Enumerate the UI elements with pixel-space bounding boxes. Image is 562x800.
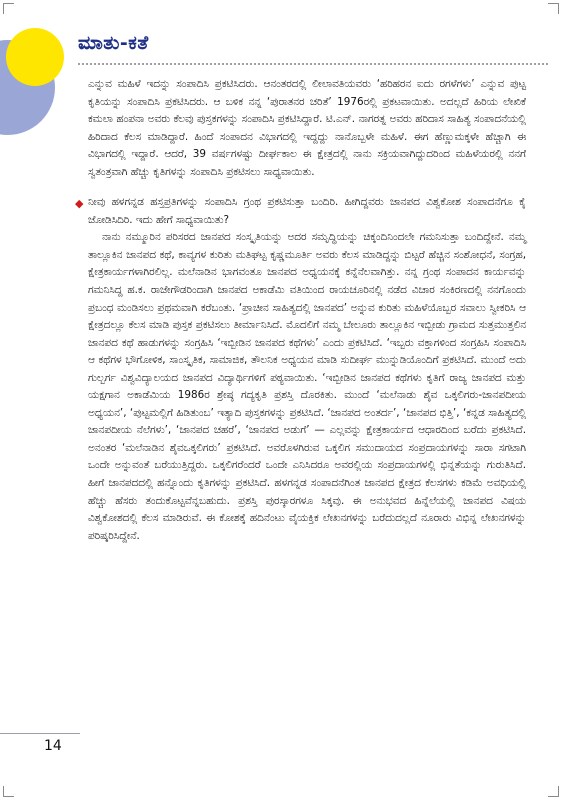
diamond-bullet-icon: ◆: [75, 197, 84, 211]
question-text: ನೀವು ಹಳಗನ್ನಡ ಹಸ್ತಪ್ರತಿಗಳನ್ನು ಸಂಪಾದಿಸಿ ಗ್ರಂಥ ಪ್ರಕಟಿಸುತ್ತಾ ಬಂದಿರಿ. ಹೀಗಿದ್ದವರು ಜಾನಪದ ವಿಶ್ವಕೋಶ ಸಂಪಾದನೆಗೂ ಕೈ ಜೋಡಿಸಿದಿರಿ. ಇದು ಹೇಗೆ ಸಾಧ್ಯವಾಯಿತು?: [88, 196, 526, 226]
intro-paragraph: ಎನ್ನುವ ಮಹಿಳೆ ಇದನ್ನು ಸಂಪಾದಿಸಿ ಪ್ರಕಟಿಸಿದರು. ಆನಂತರದಲ್ಲಿ ಲೀಲಾವತಿಯವರು ‘ಹರಿಹರನ ಐದು ರಗಳೆಗಳು’ ಎನ್ನುವ ಪುಟ್ಟ ಕೃತಿಯನ್ನು ಸಂಪಾದಿಸಿ ಪ್ರಕಟಿಸಿದರು. ಆ ಬಳಿಕ ನನ್ನ ‘ಪುರಾತನರ ಚರಿತೆ’ 1976ರಲ್ಲಿ ಪ್ರಕಟವಾಯಿತು. ಅದಲ್ಲದೆ ಹಿರಿಯ ಲೇಖಿಕೆ ಕಮಲಾ ಹಂಪನಾ ಅವರು ಕೆಲವು ಪುಸ್ತಕಗಳನ್ನು ಸಂಪಾದಿಸಿ ಪ್ರಕಟಿಸಿದ್ದಾರೆ. ಟಿ.ಎನ್. ನಾಗರತ್ನ ಅವರು ಹರಿದಾಸ ಸಾಹಿತ್ಯ ಸಂಪಾದನೆಯಲ್ಲಿ ಹಿರಿದಾದ ಕೆಲಸ ಮಾಡಿದ್ದಾರೆ. ಹಿಂದೆ ಸಂಪಾದನ ವಿಭಾಗದಲ್ಲಿ ಇದ್ದದ್ದು ನಾನೊಬ್ಬಳೇ ಮಹಿಳೆ. ಈಗ ಹೆಣ್ಣುಮಕ್ಕಳೇ ಹೆಚ್ಚಾಗಿ ಈ ವಿಭಾಗದಲ್ಲಿ ಇದ್ದಾರೆ. ಆದರೆ, 39 ವರ್ಷಗಳಷ್ಟು ದೀರ್ಘಕಾಲ ಈ ಕ್ಷೇತ್ರದಲ್ಲಿ ನಾನು ಸಕ್ರಿಯವಾಗಿದ್ದುದರಿಂದ ಮಹಿಳೆಯರಲ್ಲಿ ನನಗೆ ಸ್ವತಂತ್ರವಾಗಿ ಹೆಚ್ಚು ಕೃತಿಗಳನ್ನು ಸಂಪಾದಿಸಿ ಪ್ರಕಟಿಸಲು ಸಾಧ್ಯವಾಯಿತು.: [88, 78, 526, 178]
header-dotted-rule: [78, 63, 548, 65]
decorative-yellow-circle: [6, 28, 64, 86]
page-number: 14: [44, 738, 62, 754]
crop-mark-top-left: [3, 3, 14, 14]
section-title: ಮಾತು-ಕತೆ: [78, 32, 149, 54]
paragraph-gap: [88, 181, 526, 194]
answer-paragraph: ನಾನು ನಮ್ಮೂರಿನ ಪರಿಸರದ ಜಾನಪದ ಸಂಸ್ಕೃತಿಯನ್ನು ಅದರ ಸಮೃದ್ಧಿಯನ್ನು ಚಿಕ್ಕಂದಿನಿಂದಲೇ ಗಮನಿಸುತ್ತಾ ಬಂದಿದ್ದೇನೆ. ನಮ್ಮ ತಾಲ್ಲೂಕಿನ ಜಾನಪದ ಕಥೆ, ಕಾವ್ಯಗಳ ಕುರಿತು ಮತಿಘಟ್ಟ ಕೃಷ್ಣಮೂರ್ತಿ ಅವರು ಕೆಲಸ ಮಾಡಿದ್ದನ್ನು ಬಿಟ್ಟರೆ ಹೆಚ್ಚಿನ ಸಂಶೋಧನೆ, ಸಂಗ್ರಹ, ಕ್ಷೇತ್ರಕಾರ್ಯಗಳಾಗಿರಲಿಲ್ಲ. ಮಲೆನಾಡಿನ ಭಾಗವಂತೂ ಜಾನಪದ ಅಧ್ಯಯನಕ್ಕೆ ಕನ್ನೆನೆಲವಾಗಿತ್ತು. ನನ್ನ ಗ್ರಂಥ ಸಂಪಾದನ ಕಾರ್ಯವನ್ನು ಗಮನಿಸಿದ್ದ ಹ.ಕ. ರಾಜೇಗೌಡರಿಂದಾಗಿ ಜಾನಪದ ಅಕಾಡೆಮಿ ವತಿಯಿಂದ ರಾಯಚೂರಿನಲ್ಲಿ ನಡೆದ ವಿಚಾರ ಸಂಕಿರಣದಲ್ಲಿ ನನಗೊಂದು ಪ್ರಬಂಧ ಮಂಡಿಸಲು ಪ್ರಥಮವಾಗಿ ಕರೆಬಂತು. ‘ಪ್ರಾಚೀನ ಸಾಹಿತ್ಯದಲ್ಲಿ ಜಾನಪದ’ ಅನ್ನುವ ಕುರಿತು ಮಹಿಳೆಯೊಬ್ಬರ ಸವಾಲು ಸ್ವೀಕರಿಸಿ ಆ ಕ್ಷೇತ್ರದಲ್ಲೂ ಕೆಲಸ ಮಾಡಿ ಪುಸ್ತಕ ಪ್ರಕಟಿಸಲು ತೀರ್ಮಾನಿಸಿದೆ. ಮೊದಲಿಗೆ ನಮ್ಮ ಬೇಲೂರು ತಾಲ್ಲೂಕಿನ ಇಬ್ಬೀಡು ಗ್ರಾಮದ ಸುತ್ತಮುತ್ತಲಿನ ಜಾನಪದ ಕಥೆ ಹಾಡುಗಳನ್ನು ಸಂಗ್ರಹಿಸಿ ‘ಇಬ್ಬೀಡಿನ ಜಾನಪದ ಕಥೆಗಳು’ ಎಂದು ಪ್ರಕಟಿಸಿದೆ. ‘ಇಬ್ಬರು ವಕ್ತಾಗಳಿಂದ ಸಂಗ್ರಹಿಸಿ ಸಂಪಾದಿಸಿ ಆ ಕಥೆಗಳ ಭೌಗೋಳಿಕ, ಸಾಂಸ್ಕೃತಿಕ, ಸಾಮಾಜಿಕ, ತೌಲನಿಕ ಅಧ್ಯಯನ ಮಾಡಿ ಸುದೀರ್ಘ ಮುನ್ನುಡಿಯೊಂದಿಗೆ ಪ್ರಕಟಿಸಿದೆ. ಮುಂದೆ ಅದು ಗುಲ್ಬರ್ಗ ವಿಶ್ವವಿದ್ಯಾಲಯದ ಜಾನಪದ ವಿದ್ಯಾರ್ಥಿಗಳಿಗೆ ಪಠ್ಯವಾಯಿತು. ‘ಇಬ್ಬೀಡಿನ ಜಾನಪದ ಕಥೆಗಳು ಕೃತಿಗೆ ರಾಜ್ಯ ಜಾನಪದ ಮತ್ತು ಯಕ್ಷಗಾನ ಅಕಾಡೆಮಿಯ 1986ರ ಶ್ರೇಷ್ಠ ಗದ್ಯಕೃತಿ ಪ್ರಶಸ್ತಿ ದೊರಕಿತು. ಮುಂದೆ ‘ಮಲೆನಾಡು ಶೈವ ಒಕ್ಕಲಿಗರು-ಜಾನಪದೀಯ ಅಧ್ಯಯನ’, ‘ಪುಟ್ಟಮಲ್ಲಿಗೆ ಹಿಡಿತುಂಬ’ ಇತ್ಯಾದಿ ಪುಸ್ತಕಗಳನ್ನು ಪ್ರಕಟಿಸಿದೆ. ‘ಜಾನಪದ ಅಂತರ್ದ’, ‘ಜಾನಪದ ಭಿತ್ತಿ’, ‘ಕನ್ನಡ ಸಾಹಿತ್ಯದಲ್ಲಿ ಜಾನಪದೀಯ ನೆಲೆಗಳು’, ‘ಜಾನಪದ ಚಹರೆ’, ‘ಜಾನಪದ ಅಡುಗೆ’ — ಎಲ್ಲವನ್ನು ಕ್ಷೇತ್ರಕಾರ್ಯದ ಆಧಾರದಿಂದ ಬರೆದು ಪ್ರಕಟಿಸಿದೆ. ಅನಂತರ ‘ಮಲೆನಾಡಿನ ಶೈವಒಕ್ಕಲಿಗರು’ ಪ್ರಕಟಿಸಿದೆ. ಅವರೊಳಗಿರುವ ಒಕ್ಕಲಿಗ ಸಮುದಾಯದ ಸಂಪ್ರದಾಯಗಳನ್ನು ಸಾರಾ ಸಗಟಾಗಿ ಒಂದೇ ಅನ್ನುವಂತೆ ಬರೆಯುತ್ತಿದ್ದರು. ಒಕ್ಕಲಿಗರೆಂದರೆ ಒಂದೇ ಎನಿಸಿದರೂ ಅವರಲ್ಲಿಯ ಸಂಪ್ರದಾಯಗಳಲ್ಲಿ ಭಿನ್ನತೆಯನ್ನು ಗುರುತಿಸಿದೆ. ಹೀಗೆ ಜಾನಪದದಲ್ಲಿ ಹನ್ನೊಂದು ಕೃತಿಗಳನ್ನು ಪ್ರಕಟಿಸಿದೆ. ಹಳಗನ್ನಡ ಸಂಪಾದನೆಗಿಂತ ಜಾನಪದ ಕ್ಷೇತ್ರದ ಕೆಲಸಗಳು ಕಡಿಮೆ ಅವಧಿಯಲ್ಲಿ ಹೆಚ್ಚು ಹೆಸರು ತಂದುಕೊಟ್ಟವೆನ್ನಬಹುದು. ಪ್ರಶಸ್ತಿ ಪುರಸ್ಕಾರಗಳೂ ಸಿಕ್ಕವು. ಈ ಅನುಭವದ ಹಿನ್ನೆಲೆಯಲ್ಲಿ ಜಾನಪದ ವಿಷಯ ವಿಶ್ವಕೋಶದಲ್ಲಿ ಕೆಲಸ ಮಾಡಿರುವೆ. ಈ ಕೋಶಕ್ಕೆ ಹದಿನೆಂಟು ವೈಯಕ್ತಿಕ ಲೇಖನಗಳನ್ನು ಬರೆದುದಲ್ಲದೆ ನೂರಾರು ವಿಭಿನ್ನ ಲೇಖನಗಳನ್ನು ಪರಿಷ್ಕರಿಸಿದ್ದೇನೆ.: [88, 231, 526, 542]
interview-question: [75, 194, 526, 229]
crop-mark-top-right: [548, 3, 559, 14]
footer-rule: [0, 733, 80, 734]
crop-mark-bottom-right: [548, 786, 559, 797]
article-body: [75, 76, 526, 545]
crop-mark-bottom-left: [3, 786, 14, 797]
